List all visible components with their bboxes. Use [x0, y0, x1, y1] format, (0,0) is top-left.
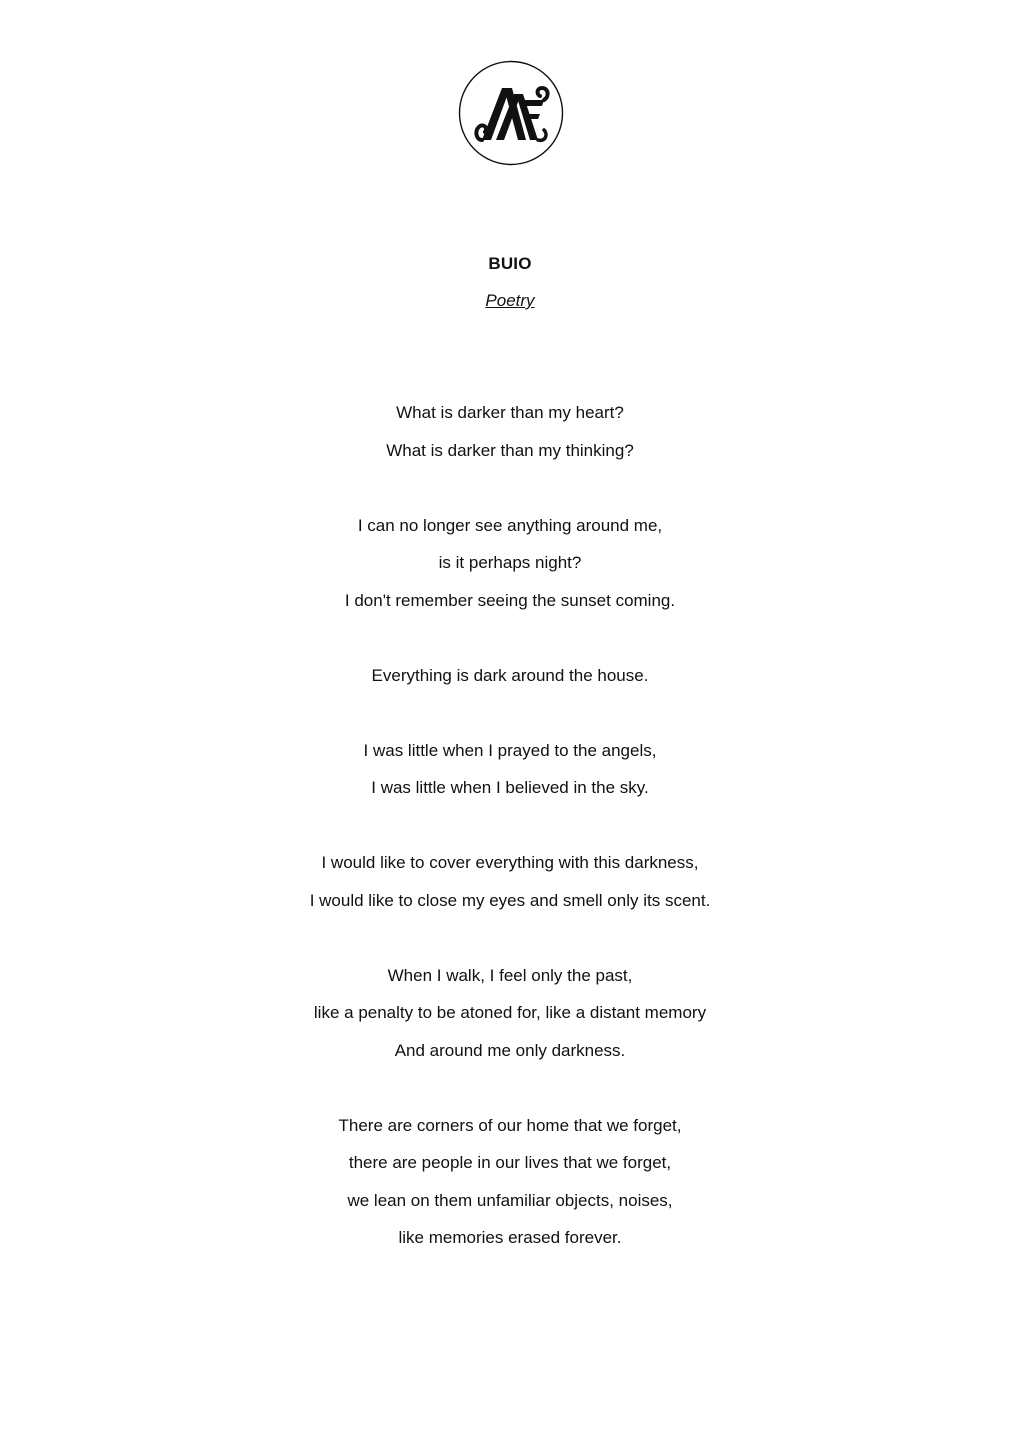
stanza-break: [0, 626, 1020, 664]
poem-line: What is darker than my thinking?: [386, 440, 634, 460]
publisher-logo: [458, 60, 564, 166]
poem-line: What is darker than my heart?: [396, 403, 624, 422]
stanza-break: [0, 926, 1020, 964]
poem-line: I was little when I prayed to the angels,: [363, 740, 657, 760]
stanza-break: [0, 476, 1020, 514]
poem-genre-label: Poetry: [485, 291, 535, 310]
logo-monogram-icon: [458, 60, 564, 166]
poem-line: I can no longer see anything around me,: [357, 515, 663, 535]
poem-title: BUIO: [488, 254, 532, 273]
poem-line: And around me only darkness.: [394, 1040, 626, 1060]
poem-line: I was little when I believed in the sky.: [371, 778, 649, 797]
poem-line: There are corners of our home that we forget,: [338, 1115, 682, 1135]
poem-line: like a penalty to be atoned for, like a distant memory: [313, 1003, 707, 1022]
poem-line: there are people in our lives that we forget,: [348, 1153, 672, 1172]
poem-line: I would like to close my eyes and smell only its scent.: [309, 890, 711, 910]
stanza-break: [0, 701, 1020, 739]
poem-body: [0, 401, 1020, 1264]
stanza-break: [0, 1076, 1020, 1114]
stanza-break: [0, 814, 1020, 852]
poem-line: I would like to cover everything with this darkness,: [321, 853, 699, 872]
poem-line: like memories erased forever.: [398, 1228, 622, 1247]
poem-line: we lean on them unfamiliar objects, noises,: [347, 1190, 673, 1210]
poem-line: Everything is dark around the house.: [371, 665, 649, 685]
poem-line: is it perhaps night?: [438, 553, 582, 572]
poem-line: I don't remember seeing the sunset coming.: [344, 590, 676, 610]
poem-line: When I walk, I feel only the past,: [387, 965, 633, 985]
